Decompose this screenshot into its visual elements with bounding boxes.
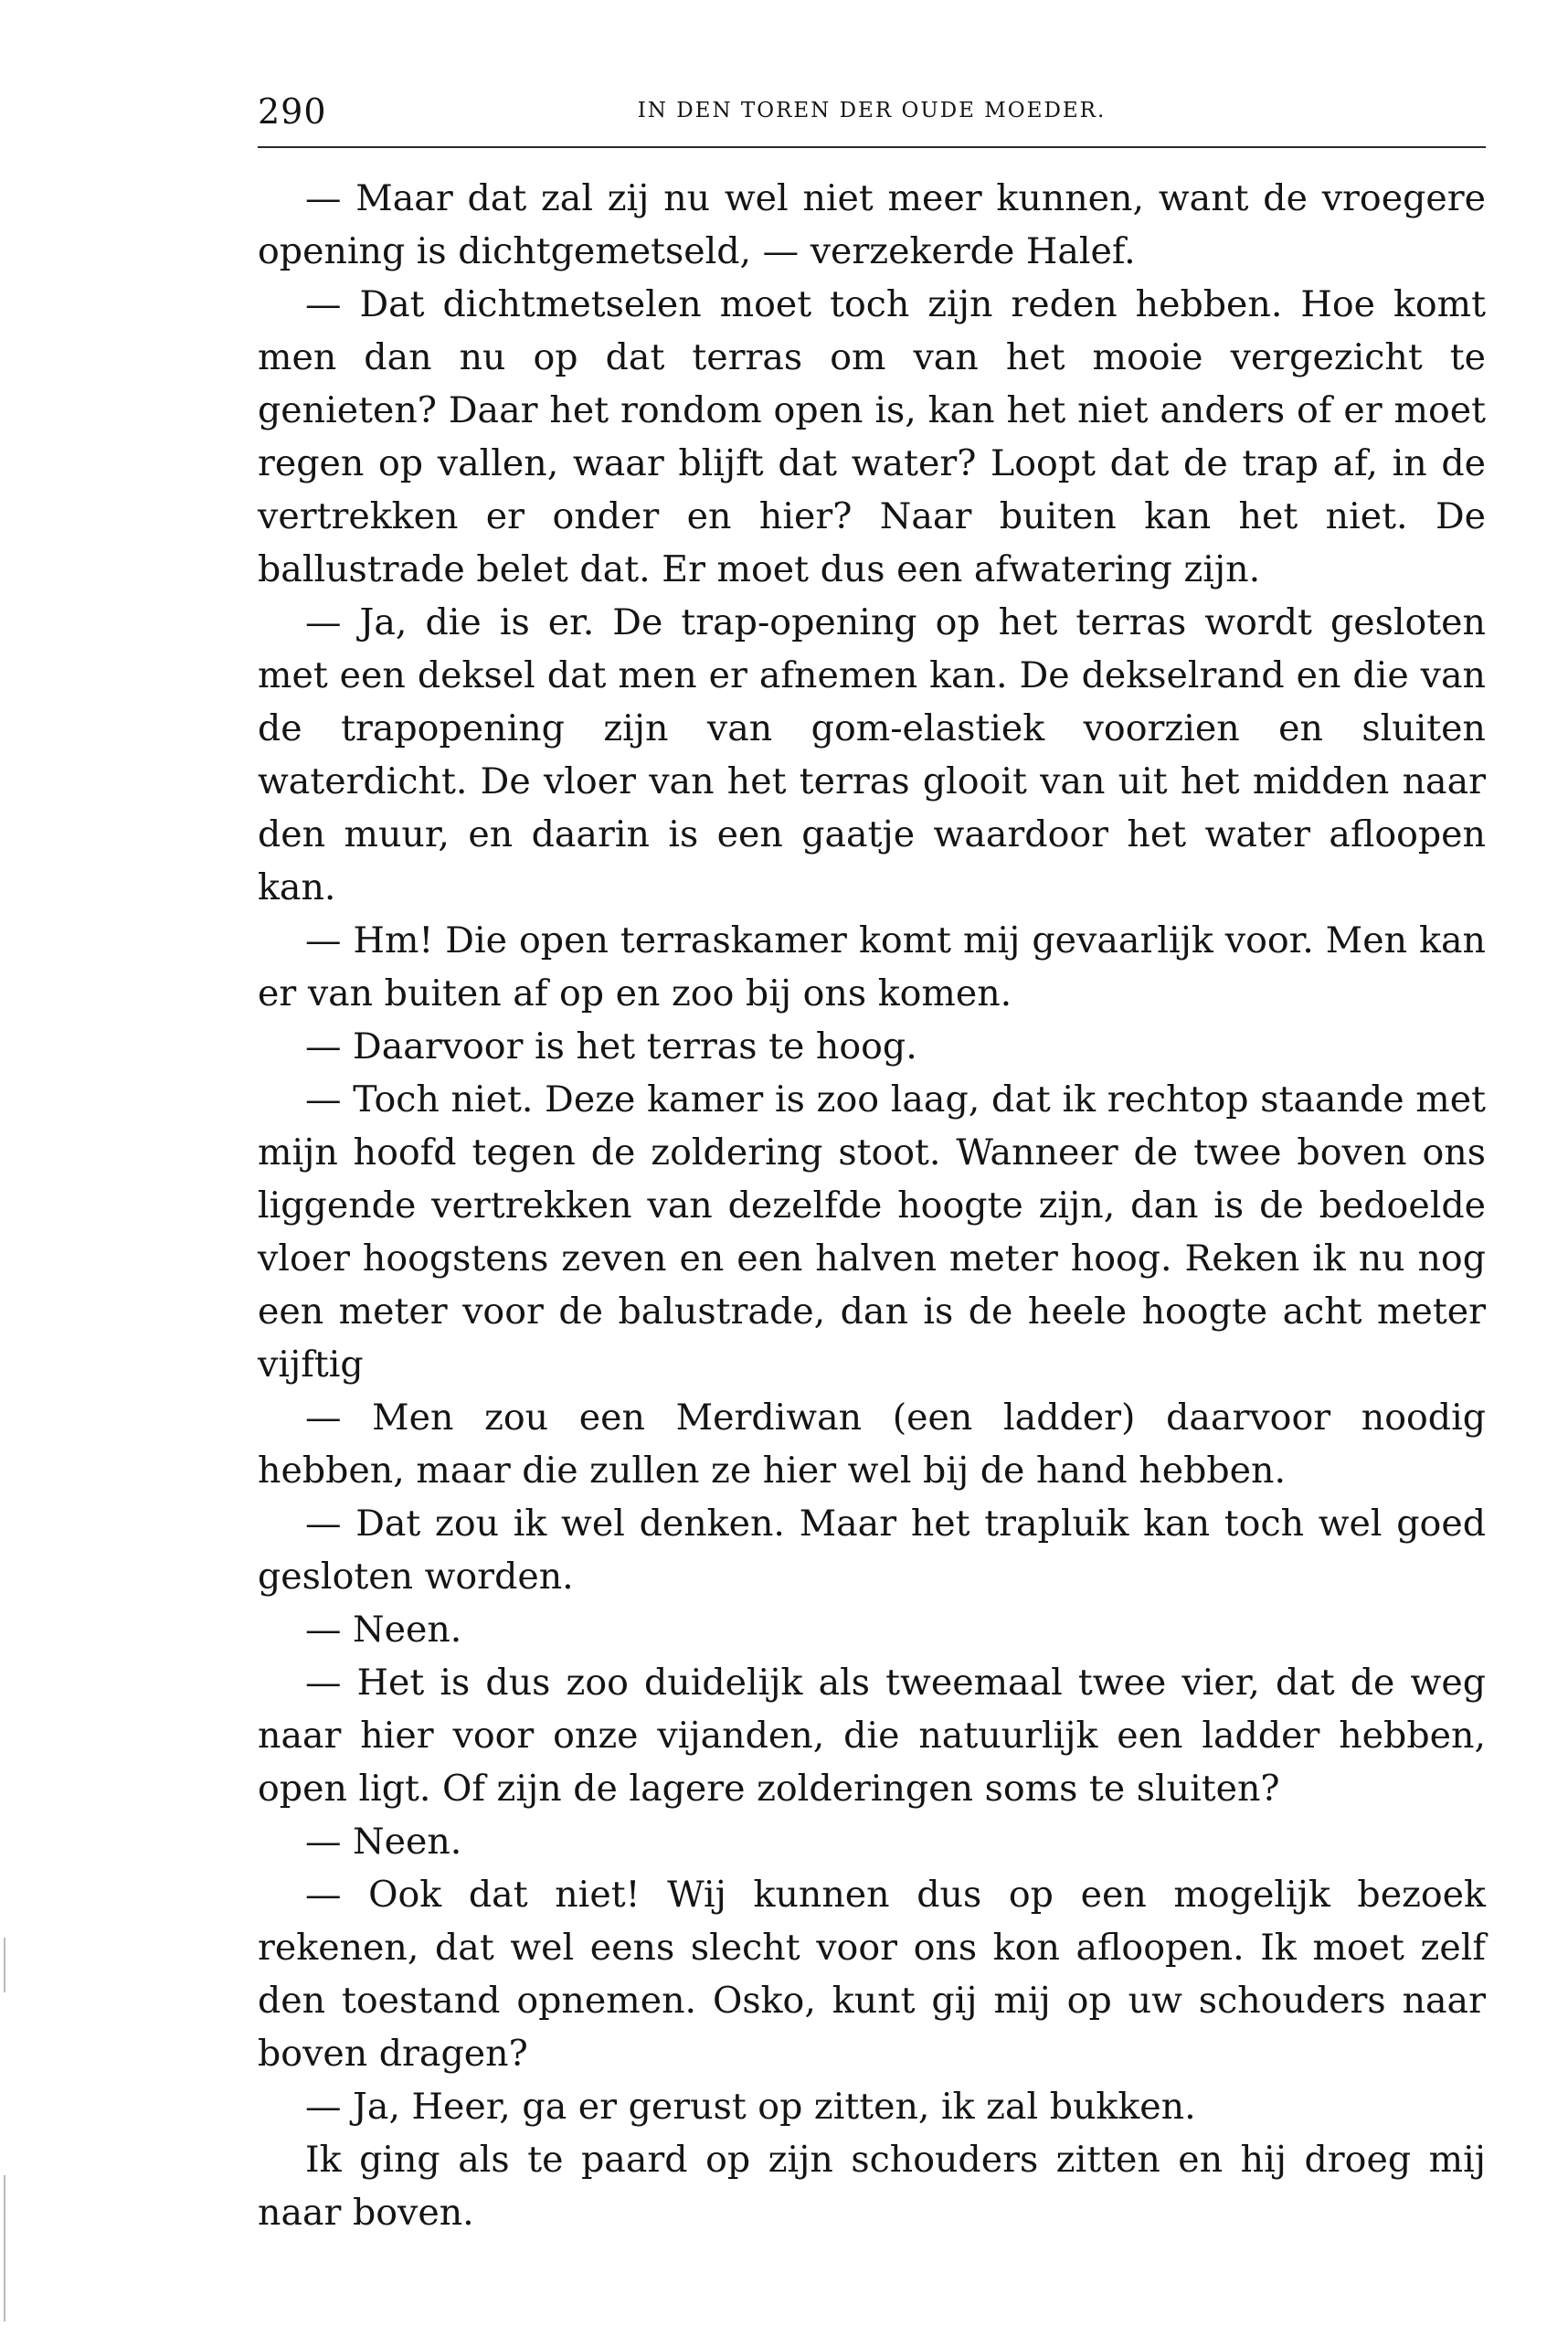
scan-margin-mark [4, 1938, 5, 1992]
page-number: 290 [258, 91, 327, 132]
paragraph: — Hm! Die open terraskamer komt mij gevaarlijk voor. Men kan er van buiten af op en zoo bij ons komen. [258, 919, 1486, 1014]
paragraph: — Maar dat zal zij nu wel niet meer kunnen, want de vroegere opening is dichtgemetseld, — verzekerde Halef. [258, 177, 1486, 272]
paragraph: — Dat dichtmetselen moet toch zijn reden hebben. Hoe komt men dan nu op dat terras om van het mooie vergezicht te genieten? Daar het rondom open is, kan het niet anders of er moet regen op vallen, waar blijft dat water? Loopt dat de trap af, in de vertrekken er onder en hier? Naar buiten kan het niet. De ballustrade belet dat. Er moet dus een afwatering zijn. [258, 283, 1486, 590]
paragraph: — Men zou een Merdiwan (een ladder) daarvoor noodig hebben, maar die zullen ze hier wel bij de hand hebben. [258, 1397, 1486, 1492]
paragraph: — Ook dat niet! Wij kunnen dus op een mogelijk bezoek rekenen, dat wel eens slecht voor ons kon afloopen. Ik moet zelf den toestand opnemen. Osko, kunt gij mij op uw schouders naar boven dragen? [258, 1874, 1486, 2075]
page-header [258, 90, 1486, 144]
paragraph: — Neen. [305, 1821, 462, 1863]
paragraph: — Ja, Heer, ga er gerust op zitten, ik zal bukken. [305, 2086, 1196, 2128]
paragraph: — Neen. [305, 1609, 462, 1651]
scan-margin-mark [4, 2175, 5, 2321]
paragraph: — Het is dus zoo duidelijk als tweemaal twee vier, dat de weg naar hier voor onze vijanden, die natuurlijk een ladder hebben, open ligt. Of zijn de lagere zolderingen soms te sluiten? [258, 1662, 1486, 1810]
header-rule [258, 146, 1486, 148]
paragraph: — Daarvoor is het terras te hoog. [305, 1025, 917, 1068]
body-text [258, 172, 1486, 2239]
paragraph: Ik ging als te paard op zijn schouders zitten en hij droeg mij naar boven. [258, 2139, 1486, 2234]
paragraph: — Ja, die is er. De trap-opening op het terras wordt gesloten met een deksel dat men er afnemen kan. De dekselrand en die van de trapopening zijn van gom-elastiek voorzien en sluiten waterdicht. De vloer van het terras glooit van uit het midden naar den muur, en daarin is een gaatje waardoor het water afloopen kan. [258, 601, 1486, 908]
running-title: IN DEN TOREN DER OUDE MOEDER. [637, 99, 1107, 122]
paragraph: — Dat zou ik wel denken. Maar het trapluik kan toch wel goed gesloten worden. [258, 1503, 1486, 1598]
paragraph: — Toch niet. Deze kamer is zoo laag, dat ik rechtop staande met mijn hoofd tegen de zoldering stoot. Wanneer de twee boven ons liggende vertrekken van dezelfde hoogte zijn, dan is de bedoelde vloer hoogstens zeven en een halven meter hoog. Reken ik nu nog een meter voor de balustrade, dan is de heele hoogte acht meter vijftig [258, 1078, 1486, 1386]
